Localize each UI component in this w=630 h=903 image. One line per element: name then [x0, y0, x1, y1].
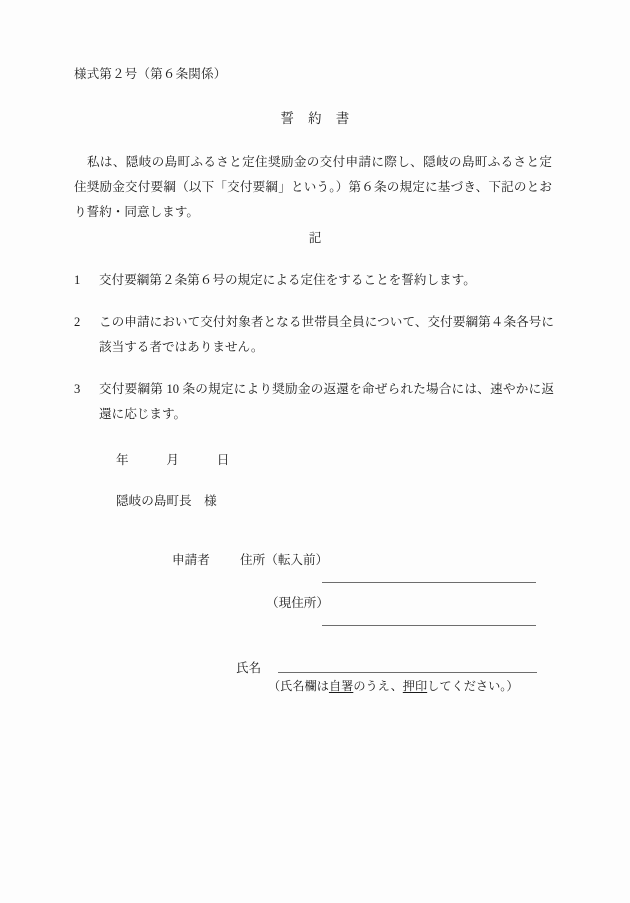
list-item — [74, 377, 554, 427]
signature-note — [268, 677, 519, 694]
ki-marker: 記 — [308, 231, 322, 245]
applicant-label: 申請者 — [172, 553, 210, 567]
page-title: 誓 約 書 — [280, 111, 350, 126]
note-underline-oin: 押印 — [402, 679, 428, 693]
name-row — [0, 657, 630, 693]
note-prefix: （氏名欄は — [268, 679, 329, 693]
address-row — [0, 549, 630, 570]
clause-text: この申請において交付対象者となる世帯員全員について、交付要綱第４条各号に該当する者ではありません。 — [99, 315, 554, 354]
list-item — [74, 310, 554, 360]
address-input-rule[interactable] — [322, 582, 536, 583]
clause-number: 3 — [74, 382, 81, 396]
name-label: 氏名 — [236, 661, 262, 675]
note-underline-jisho: 自署 — [328, 679, 354, 693]
clause-text: 交付要綱第 10 条の規定により奨励金の返還を命ぜられた場合には、速やかに返還に応じます。 — [99, 382, 554, 421]
address-label: 住所（転入前） — [240, 553, 329, 567]
date-line: 年 月 日 — [116, 453, 230, 467]
recipient-line: 隠岐の島町長 様 — [116, 494, 217, 508]
clause-number: 2 — [74, 315, 81, 329]
current-address-row — [0, 592, 630, 613]
list-item — [74, 268, 554, 293]
clause-text: 交付要綱第２条第６号の規定による定住をすることを誓約します。 — [99, 273, 476, 287]
current-address-input-rule[interactable] — [322, 625, 536, 626]
lead-paragraph: 私は、隠岐の島町ふるさと定住奨励金の交付申請に際し、隠岐の島町ふるさと定住奨励金交付要綱（以下「交付要綱」という。）第６条の規定に基づき、下記のとおり誓約・同意します。 — [74, 155, 552, 219]
signature-block — [0, 549, 630, 693]
form-number: 様式第２号（第６条関係） — [74, 67, 227, 81]
note-suffix: してください。） — [427, 679, 519, 693]
clause-number: 1 — [74, 273, 81, 287]
current-address-label: （現住所） — [266, 596, 329, 610]
clause-list — [74, 268, 554, 444]
note-middle: のうえ、 — [353, 679, 403, 693]
name-input-rule[interactable] — [278, 672, 537, 673]
